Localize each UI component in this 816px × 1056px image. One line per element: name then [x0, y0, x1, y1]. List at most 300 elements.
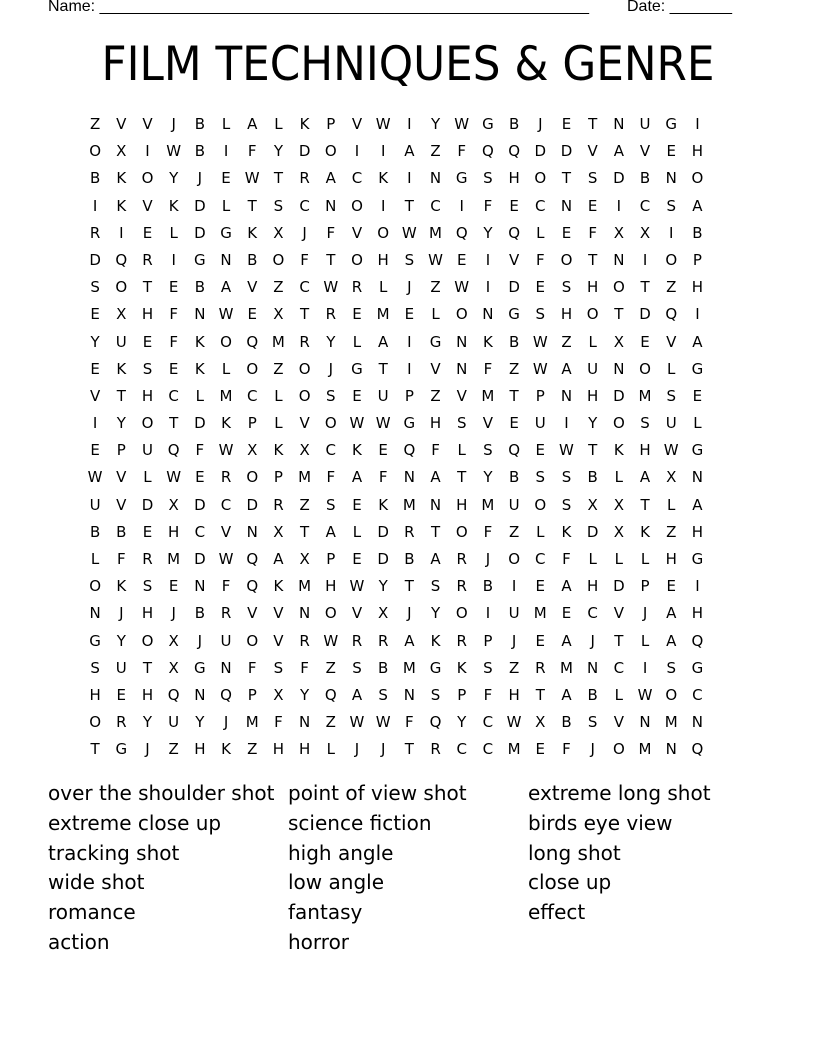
grid-letter[interactable]: U: [639, 115, 651, 133]
grid-letter[interactable]: O: [272, 250, 285, 269]
grid-letter[interactable]: R: [299, 332, 310, 351]
grid-letter[interactable]: R: [220, 604, 232, 623]
grid-letter[interactable]: E: [90, 305, 100, 324]
grid-letter[interactable]: W: [375, 115, 391, 133]
grid-letter[interactable]: H: [141, 305, 154, 324]
grid-letter[interactable]: D: [560, 142, 573, 161]
grid-letter[interactable]: M: [533, 604, 547, 623]
grid-letter[interactable]: K: [221, 414, 231, 433]
grid-letter[interactable]: V: [666, 332, 677, 351]
grid-letter[interactable]: L: [221, 115, 231, 133]
grid-letter[interactable]: V: [142, 196, 153, 215]
grid-letter[interactable]: P: [247, 685, 257, 704]
grid-letter[interactable]: B: [194, 142, 205, 161]
grid-letter[interactable]: C: [613, 658, 625, 677]
grid-letter[interactable]: X: [247, 441, 258, 460]
grid-letter[interactable]: N: [613, 250, 625, 269]
grid-letter[interactable]: D: [89, 250, 101, 269]
grid-letter[interactable]: Q: [429, 713, 442, 732]
grid-letter[interactable]: A: [692, 196, 703, 215]
grid-letter[interactable]: V: [273, 631, 284, 650]
grid-letter[interactable]: A: [561, 685, 572, 704]
grid-letter[interactable]: Q: [167, 685, 180, 704]
grid-letter[interactable]: N: [429, 169, 442, 188]
grid-letter[interactable]: Y: [116, 414, 126, 433]
grid-letter[interactable]: T: [326, 250, 336, 269]
grid-letter[interactable]: G: [455, 169, 468, 188]
grid-letter[interactable]: S: [483, 169, 493, 188]
grid-letter[interactable]: S: [640, 414, 650, 433]
grid-letter[interactable]: K: [613, 441, 624, 460]
grid-letter[interactable]: B: [89, 169, 101, 188]
grid-letter[interactable]: Y: [483, 223, 493, 242]
grid-letter[interactable]: Q: [246, 332, 259, 351]
grid-letter[interactable]: A: [325, 169, 336, 188]
grid-letter[interactable]: N: [429, 495, 442, 514]
grid-letter[interactable]: O: [246, 359, 259, 378]
grid-letter[interactable]: F: [483, 196, 493, 215]
grid-letter[interactable]: W: [349, 577, 365, 596]
grid-letter[interactable]: E: [509, 196, 519, 215]
grid-letter[interactable]: I: [564, 414, 569, 433]
grid-letter[interactable]: S: [587, 713, 598, 732]
grid-letter[interactable]: T: [457, 468, 467, 487]
grid-letter[interactable]: R: [430, 740, 441, 759]
grid-letter[interactable]: F: [535, 250, 545, 269]
grid-letter[interactable]: T: [535, 685, 545, 704]
grid-letter[interactable]: B: [482, 577, 494, 596]
grid-letter[interactable]: M: [664, 713, 678, 732]
grid-letter[interactable]: O: [246, 468, 259, 487]
grid-letter[interactable]: O: [351, 196, 363, 215]
grid-letter[interactable]: D: [639, 305, 651, 324]
grid-letter[interactable]: S: [666, 658, 676, 677]
grid-letter[interactable]: J: [590, 740, 595, 759]
grid-letter[interactable]: S: [430, 685, 441, 704]
grid-letter[interactable]: T: [273, 169, 283, 188]
grid-letter[interactable]: N: [691, 468, 704, 487]
grid-letter[interactable]: T: [588, 441, 598, 460]
grid-letter[interactable]: R: [299, 169, 310, 188]
grid-letter[interactable]: X: [666, 468, 677, 487]
grid-letter[interactable]: U: [115, 332, 127, 351]
grid-letter[interactable]: E: [142, 332, 153, 351]
grid-letter[interactable]: M: [219, 386, 233, 405]
grid-letter[interactable]: L: [90, 550, 100, 568]
grid-letter[interactable]: O: [691, 169, 704, 188]
grid-letter[interactable]: N: [613, 359, 625, 378]
grid-letter[interactable]: W: [218, 550, 234, 568]
grid-letter[interactable]: B: [194, 115, 205, 133]
grid-letter[interactable]: E: [221, 169, 231, 188]
grid-letter[interactable]: A: [351, 685, 363, 704]
grid-letter[interactable]: A: [247, 115, 258, 133]
grid-letter[interactable]: E: [561, 604, 572, 623]
grid-letter[interactable]: X: [613, 495, 624, 514]
grid-letter[interactable]: G: [89, 631, 101, 650]
grid-letter[interactable]: W: [349, 713, 365, 732]
grid-letter[interactable]: P: [273, 468, 283, 487]
grid-letter[interactable]: Q: [403, 441, 416, 460]
grid-letter[interactable]: R: [456, 631, 467, 650]
grid-letter[interactable]: O: [534, 495, 547, 514]
grid-letter[interactable]: L: [221, 359, 231, 378]
grid-letter[interactable]: N: [482, 305, 494, 324]
grid-letter[interactable]: L: [378, 278, 388, 297]
grid-letter[interactable]: A: [666, 631, 677, 650]
grid-letter[interactable]: O: [115, 278, 128, 297]
grid-letter[interactable]: B: [587, 468, 598, 487]
grid-letter[interactable]: C: [456, 740, 467, 759]
grid-letter[interactable]: L: [143, 468, 152, 487]
grid-letter[interactable]: E: [168, 278, 179, 297]
grid-letter[interactable]: P: [692, 250, 702, 269]
grid-letter[interactable]: J: [197, 169, 203, 188]
grid-letter[interactable]: N: [194, 685, 206, 704]
grid-letter[interactable]: N: [194, 305, 206, 324]
grid-letter[interactable]: I: [485, 604, 491, 623]
grid-letter[interactable]: S: [404, 250, 415, 269]
grid-letter[interactable]: J: [145, 740, 150, 759]
grid-letter[interactable]: I: [642, 250, 648, 269]
grid-letter[interactable]: F: [326, 468, 336, 487]
grid-letter[interactable]: O: [612, 278, 625, 297]
grid-letter[interactable]: H: [272, 740, 285, 759]
grid-letter[interactable]: V: [351, 604, 363, 623]
grid-letter[interactable]: C: [194, 522, 206, 541]
grid-letter[interactable]: I: [642, 658, 648, 677]
grid-letter[interactable]: S: [535, 305, 546, 324]
grid-letter[interactable]: Z: [666, 278, 677, 297]
grid-letter[interactable]: I: [616, 196, 622, 215]
grid-letter[interactable]: H: [168, 522, 180, 541]
grid-letter[interactable]: J: [119, 604, 124, 623]
grid-letter[interactable]: B: [508, 332, 520, 351]
grid-letter[interactable]: M: [559, 658, 573, 677]
grid-letter[interactable]: B: [247, 250, 258, 269]
grid-letter[interactable]: N: [639, 713, 651, 732]
grid-letter[interactable]: L: [667, 359, 676, 378]
grid-letter[interactable]: V: [247, 278, 258, 297]
grid-letter[interactable]: D: [613, 169, 625, 188]
grid-letter[interactable]: J: [538, 115, 543, 133]
grid-letter[interactable]: X: [116, 142, 127, 161]
grid-letter[interactable]: W: [323, 278, 339, 297]
grid-letter[interactable]: Y: [142, 713, 153, 732]
grid-letter[interactable]: A: [561, 359, 572, 378]
grid-letter[interactable]: M: [298, 468, 312, 487]
grid-letter[interactable]: N: [665, 169, 677, 188]
grid-letter[interactable]: Z: [89, 115, 101, 133]
grid-letter[interactable]: W: [401, 223, 417, 242]
grid-letter[interactable]: J: [354, 740, 360, 759]
grid-letter[interactable]: H: [665, 550, 677, 568]
grid-letter[interactable]: O: [612, 414, 625, 433]
grid-letter[interactable]: F: [116, 550, 126, 568]
grid-letter[interactable]: S: [561, 495, 572, 514]
grid-letter[interactable]: D: [141, 495, 154, 514]
grid-letter[interactable]: S: [326, 495, 336, 514]
grid-letter[interactable]: G: [691, 658, 704, 677]
grid-letter[interactable]: X: [535, 713, 546, 732]
grid-letter[interactable]: N: [246, 522, 258, 541]
grid-letter[interactable]: P: [640, 577, 650, 596]
grid-letter[interactable]: W: [349, 414, 365, 433]
grid-letter[interactable]: Q: [691, 631, 704, 650]
grid-letter[interactable]: E: [168, 359, 179, 378]
grid-letter[interactable]: O: [141, 631, 154, 650]
grid-letter[interactable]: D: [534, 142, 547, 161]
grid-letter[interactable]: I: [223, 142, 229, 161]
grid-letter[interactable]: W: [637, 685, 653, 704]
grid-letter[interactable]: F: [300, 658, 309, 677]
grid-letter[interactable]: T: [90, 740, 100, 759]
grid-letter[interactable]: F: [274, 713, 283, 732]
grid-letter[interactable]: S: [90, 278, 100, 297]
grid-letter[interactable]: X: [273, 305, 284, 324]
grid-letter[interactable]: I: [145, 142, 150, 161]
grid-letter[interactable]: O: [246, 631, 259, 650]
grid-letter[interactable]: K: [378, 169, 389, 188]
grid-letter[interactable]: X: [639, 223, 651, 242]
grid-letter[interactable]: H: [89, 685, 101, 704]
grid-letter[interactable]: A: [692, 495, 703, 514]
grid-letter[interactable]: X: [168, 658, 179, 677]
grid-letter[interactable]: H: [639, 441, 651, 460]
grid-letter[interactable]: N: [403, 685, 415, 704]
grid-letter[interactable]: Z: [508, 522, 520, 541]
grid-letter[interactable]: R: [116, 713, 127, 732]
grid-letter[interactable]: E: [195, 468, 205, 487]
grid-letter[interactable]: M: [481, 495, 495, 514]
grid-letter[interactable]: W: [506, 713, 522, 732]
grid-letter[interactable]: U: [115, 658, 127, 677]
grid-letter[interactable]: K: [116, 196, 127, 215]
grid-letter[interactable]: L: [588, 550, 597, 568]
grid-letter[interactable]: O: [508, 550, 520, 568]
grid-letter[interactable]: F: [483, 359, 493, 378]
grid-letter[interactable]: A: [351, 468, 363, 487]
grid-letter[interactable]: F: [562, 550, 571, 568]
grid-letter[interactable]: B: [194, 604, 205, 623]
grid-letter[interactable]: T: [116, 386, 126, 405]
grid-letter[interactable]: D: [377, 522, 389, 541]
grid-letter[interactable]: R: [325, 305, 336, 324]
grid-letter[interactable]: O: [665, 250, 678, 269]
grid-letter[interactable]: V: [639, 142, 651, 161]
grid-letter[interactable]: Z: [508, 359, 520, 378]
grid-letter[interactable]: G: [691, 441, 704, 460]
grid-letter[interactable]: C: [299, 196, 310, 215]
grid-letter[interactable]: V: [456, 386, 467, 405]
grid-letter[interactable]: A: [561, 631, 572, 650]
grid-letter[interactable]: T: [300, 522, 310, 541]
grid-letter[interactable]: O: [141, 414, 154, 433]
grid-letter[interactable]: M: [402, 658, 416, 677]
grid-letter[interactable]: Y: [457, 713, 467, 732]
grid-letter[interactable]: X: [613, 522, 624, 541]
grid-letter[interactable]: L: [352, 332, 362, 351]
grid-letter[interactable]: R: [142, 550, 153, 568]
grid-letter[interactable]: L: [667, 495, 676, 514]
grid-letter[interactable]: A: [561, 577, 572, 596]
grid-letter[interactable]: H: [141, 604, 154, 623]
grid-letter[interactable]: F: [169, 305, 178, 324]
grid-letter[interactable]: T: [404, 740, 414, 759]
grid-letter[interactable]: L: [326, 740, 335, 759]
grid-letter[interactable]: J: [642, 604, 648, 623]
grid-letter[interactable]: Y: [378, 577, 388, 596]
grid-letter[interactable]: E: [561, 223, 572, 242]
grid-letter[interactable]: W: [218, 441, 234, 460]
grid-letter[interactable]: A: [378, 332, 389, 351]
grid-letter[interactable]: E: [456, 250, 467, 269]
grid-letter[interactable]: N: [298, 713, 311, 732]
grid-letter[interactable]: L: [169, 223, 178, 242]
grid-letter[interactable]: O: [89, 577, 101, 596]
grid-letter[interactable]: B: [378, 658, 389, 677]
grid-letter[interactable]: E: [90, 441, 100, 460]
grid-letter[interactable]: X: [273, 223, 284, 242]
grid-letter[interactable]: J: [407, 604, 412, 623]
grid-letter[interactable]: F: [483, 522, 493, 541]
grid-letter[interactable]: B: [639, 169, 651, 188]
grid-letter[interactable]: N: [298, 604, 311, 623]
grid-letter[interactable]: M: [638, 386, 652, 405]
grid-letter[interactable]: L: [195, 386, 205, 405]
grid-letter[interactable]: A: [273, 550, 284, 568]
grid-letter[interactable]: K: [116, 577, 127, 596]
grid-letter[interactable]: F: [221, 577, 231, 596]
grid-letter[interactable]: C: [482, 713, 494, 732]
grid-letter[interactable]: I: [695, 115, 700, 133]
grid-letter[interactable]: S: [90, 658, 100, 677]
grid-letter[interactable]: G: [482, 115, 494, 133]
grid-letter[interactable]: K: [299, 115, 310, 133]
grid-letter[interactable]: E: [142, 522, 153, 541]
grid-letter[interactable]: T: [561, 169, 572, 188]
grid-letter[interactable]: K: [247, 223, 258, 242]
grid-letter[interactable]: G: [691, 550, 704, 568]
grid-letter[interactable]: D: [194, 550, 206, 568]
grid-letter[interactable]: W: [532, 332, 548, 351]
grid-letter[interactable]: R: [142, 250, 153, 269]
grid-letter[interactable]: O: [455, 604, 468, 623]
grid-letter[interactable]: O: [89, 713, 101, 732]
grid-letter[interactable]: M: [638, 740, 652, 759]
grid-letter[interactable]: V: [482, 414, 494, 433]
grid-letter[interactable]: V: [508, 250, 520, 269]
grid-letter[interactable]: O: [377, 223, 390, 242]
grid-letter[interactable]: E: [535, 441, 546, 460]
grid-letter[interactable]: D: [194, 196, 206, 215]
grid-letter[interactable]: T: [247, 196, 257, 215]
grid-letter[interactable]: L: [274, 115, 283, 133]
grid-letter[interactable]: V: [351, 223, 363, 242]
grid-letter[interactable]: V: [116, 468, 127, 487]
grid-letter[interactable]: Q: [508, 142, 520, 161]
grid-letter[interactable]: A: [430, 550, 441, 568]
grid-letter[interactable]: V: [587, 142, 598, 161]
grid-letter[interactable]: Y: [90, 332, 100, 351]
grid-letter[interactable]: A: [404, 142, 415, 161]
grid-letter[interactable]: W: [375, 414, 391, 433]
grid-letter[interactable]: T: [142, 278, 153, 297]
grid-letter[interactable]: H: [141, 386, 154, 405]
grid-letter[interactable]: G: [665, 115, 678, 133]
grid-letter[interactable]: I: [171, 250, 176, 269]
grid-letter[interactable]: U: [508, 495, 520, 514]
grid-letter[interactable]: E: [640, 332, 650, 351]
grid-letter[interactable]: K: [273, 441, 284, 460]
grid-letter[interactable]: A: [639, 468, 651, 487]
grid-letter[interactable]: I: [407, 359, 412, 378]
grid-letter[interactable]: V: [247, 604, 258, 623]
grid-letter[interactable]: C: [587, 604, 598, 623]
grid-letter[interactable]: W: [244, 169, 260, 188]
grid-letter[interactable]: S: [587, 169, 598, 188]
grid-letter[interactable]: M: [376, 305, 390, 324]
grid-letter[interactable]: U: [534, 414, 546, 433]
grid-letter[interactable]: V: [299, 414, 310, 433]
grid-letter[interactable]: W: [218, 305, 234, 324]
grid-letter[interactable]: N: [587, 658, 599, 677]
grid-letter[interactable]: E: [168, 577, 179, 596]
grid-letter[interactable]: B: [194, 278, 205, 297]
grid-letter[interactable]: Y: [116, 631, 126, 650]
grid-letter[interactable]: T: [588, 115, 598, 133]
grid-letter[interactable]: V: [430, 359, 441, 378]
grid-letter[interactable]: O: [560, 250, 573, 269]
grid-letter[interactable]: I: [459, 196, 464, 215]
grid-letter[interactable]: P: [483, 631, 493, 650]
grid-letter[interactable]: I: [407, 332, 412, 351]
grid-letter[interactable]: E: [247, 305, 257, 324]
grid-letter[interactable]: K: [352, 441, 362, 460]
grid-letter[interactable]: K: [116, 359, 127, 378]
grid-letter[interactable]: Q: [324, 685, 337, 704]
grid-letter[interactable]: U: [168, 713, 180, 732]
grid-letter[interactable]: Z: [299, 495, 310, 514]
grid-letter[interactable]: L: [640, 550, 650, 568]
grid-letter[interactable]: T: [142, 658, 153, 677]
grid-letter[interactable]: W: [532, 359, 548, 378]
grid-letter[interactable]: M: [402, 495, 416, 514]
grid-letter[interactable]: I: [92, 196, 98, 215]
grid-letter[interactable]: W: [87, 468, 103, 487]
grid-letter[interactable]: O: [455, 522, 468, 541]
grid-letter[interactable]: B: [89, 522, 101, 541]
grid-letter[interactable]: B: [404, 550, 415, 568]
grid-letter[interactable]: B: [508, 468, 520, 487]
grid-letter[interactable]: B: [561, 713, 572, 732]
grid-letter[interactable]: P: [457, 685, 467, 704]
grid-letter[interactable]: L: [614, 685, 624, 704]
grid-letter[interactable]: G: [691, 359, 704, 378]
grid-letter[interactable]: C: [351, 169, 363, 188]
grid-letter[interactable]: S: [535, 468, 546, 487]
grid-letter[interactable]: X: [116, 305, 127, 324]
grid-letter[interactable]: G: [429, 658, 442, 677]
grid-letter[interactable]: H: [141, 685, 154, 704]
grid-letter[interactable]: S: [142, 359, 153, 378]
grid-letter[interactable]: N: [403, 468, 415, 487]
grid-letter[interactable]: E: [587, 196, 598, 215]
grid-letter[interactable]: R: [89, 223, 101, 242]
grid-letter[interactable]: J: [223, 713, 229, 732]
grid-letter[interactable]: V: [116, 115, 127, 133]
grid-letter[interactable]: A: [692, 332, 703, 351]
